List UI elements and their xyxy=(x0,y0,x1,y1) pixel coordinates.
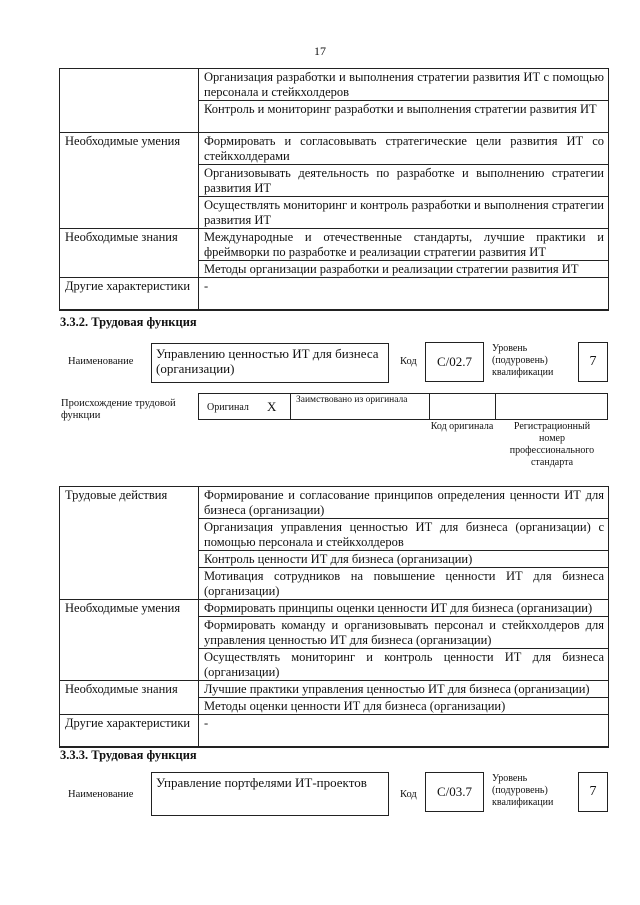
row-value: Осуществлять мониторинг и контроль разработки и выполнения стратегии развития ИТ xyxy=(199,197,609,229)
row-label: Необходимые знания xyxy=(60,681,199,715)
row-value: Мотивация сотрудников на повышение ценности ИТ для бизнеса (организации) xyxy=(199,568,609,600)
table-continuation xyxy=(59,68,609,311)
row-value: Контроль и мониторинг разработки и выполнения стратегии развития ИТ xyxy=(199,101,609,133)
row-value: Осуществлять мониторинг и контроль ценности ИТ для бизнеса (организации) xyxy=(199,649,609,681)
divider xyxy=(290,394,291,419)
level-box: 7 xyxy=(578,342,608,382)
code-label: Код xyxy=(400,789,417,800)
row-value: Международные и отечественные стандарты, лучшие практики и фреймворки по разработке и реализации стратегии развития ИТ xyxy=(199,229,609,261)
name-label: Наименование xyxy=(68,356,134,367)
row-value: Формирование и согласование принципов определения ценности ИТ для бизнеса (организации) xyxy=(199,487,609,519)
row-label: Необходимые умения xyxy=(60,133,199,229)
row-value: - xyxy=(199,715,609,748)
row-label: Необходимые знания xyxy=(60,229,199,278)
section-heading: 3.3.2. Трудовая функция xyxy=(60,315,197,329)
table-row xyxy=(60,600,609,617)
origin-row xyxy=(198,393,608,420)
row-value: Организация управления ценностью ИТ для бизнеса (организации) с помощью персонала и стейкхолдеров xyxy=(199,519,609,551)
row-label: Другие характеристики xyxy=(60,715,199,748)
function-name-box: Управление портфелями ИТ-проектов xyxy=(151,772,389,816)
origin-label: Происхождение трудовой функции xyxy=(61,398,176,421)
code-original-caption: Код оригинала xyxy=(430,421,494,432)
level-box: 7 xyxy=(578,772,608,812)
code-label: Код xyxy=(400,356,417,367)
page-number: 17 xyxy=(314,44,326,58)
row-value: Формировать и согласовывать стратегические цели развития ИТ со стейкхолдерами xyxy=(199,133,609,165)
table-row xyxy=(60,487,609,519)
row-value: Организовывать деятельность по разработке и выполнению стратегии развития ИТ xyxy=(199,165,609,197)
row-value: Методы организации разработки и реализации стратегии развития ИТ xyxy=(199,261,609,278)
row-value: Формировать принципы оценки ценности ИТ для бизнеса (организации) xyxy=(199,600,609,617)
table-row xyxy=(60,278,609,311)
reg-number-caption: Регистрационный номер профессионального стандарта xyxy=(509,421,595,468)
row-value: - xyxy=(199,278,609,311)
name-label: Наименование xyxy=(68,789,134,800)
table-function-332 xyxy=(59,486,609,748)
row-label: Другие характеристики xyxy=(60,278,199,311)
level-label: Уровень (подуровень) квалификации xyxy=(492,343,554,378)
original-label: Оригинал xyxy=(207,402,249,413)
original-mark: X xyxy=(267,399,277,414)
row-value: Методы оценки ценности ИТ для бизнеса (организации) xyxy=(199,698,609,715)
row-value: Лучшие практики управления ценностью ИТ для бизнеса (организации) xyxy=(199,681,609,698)
divider xyxy=(495,394,496,419)
row-value: Организация разработки и выполнения стратегии развития ИТ с помощью персонала и стейкхолдеров xyxy=(199,69,609,101)
divider xyxy=(429,394,430,419)
table-row xyxy=(60,715,609,748)
table-row xyxy=(60,681,609,698)
level-label: Уровень (подуровень) квалификации xyxy=(492,773,554,808)
table-row xyxy=(60,229,609,261)
section-heading: 3.3.3. Трудовая функция xyxy=(60,748,197,762)
row-value: Формировать команду и организовывать персонал и стейкхолдеров для управления ценностью ИТ для бизнеса (организации) xyxy=(199,617,609,649)
row-label xyxy=(60,69,199,133)
function-name-box: Управлению ценностью ИТ для бизнеса (организации) xyxy=(151,343,389,383)
borrowed-label: Заимствовано из оригинала xyxy=(296,395,408,405)
code-box: C/02.7 xyxy=(425,342,484,382)
row-label: Необходимые умения xyxy=(60,600,199,681)
table-row xyxy=(60,133,609,165)
table-row xyxy=(60,69,609,101)
code-box: C/03.7 xyxy=(425,772,484,812)
row-value: Контроль ценности ИТ для бизнеса (организации) xyxy=(199,551,609,568)
row-label: Трудовые действия xyxy=(60,487,199,600)
